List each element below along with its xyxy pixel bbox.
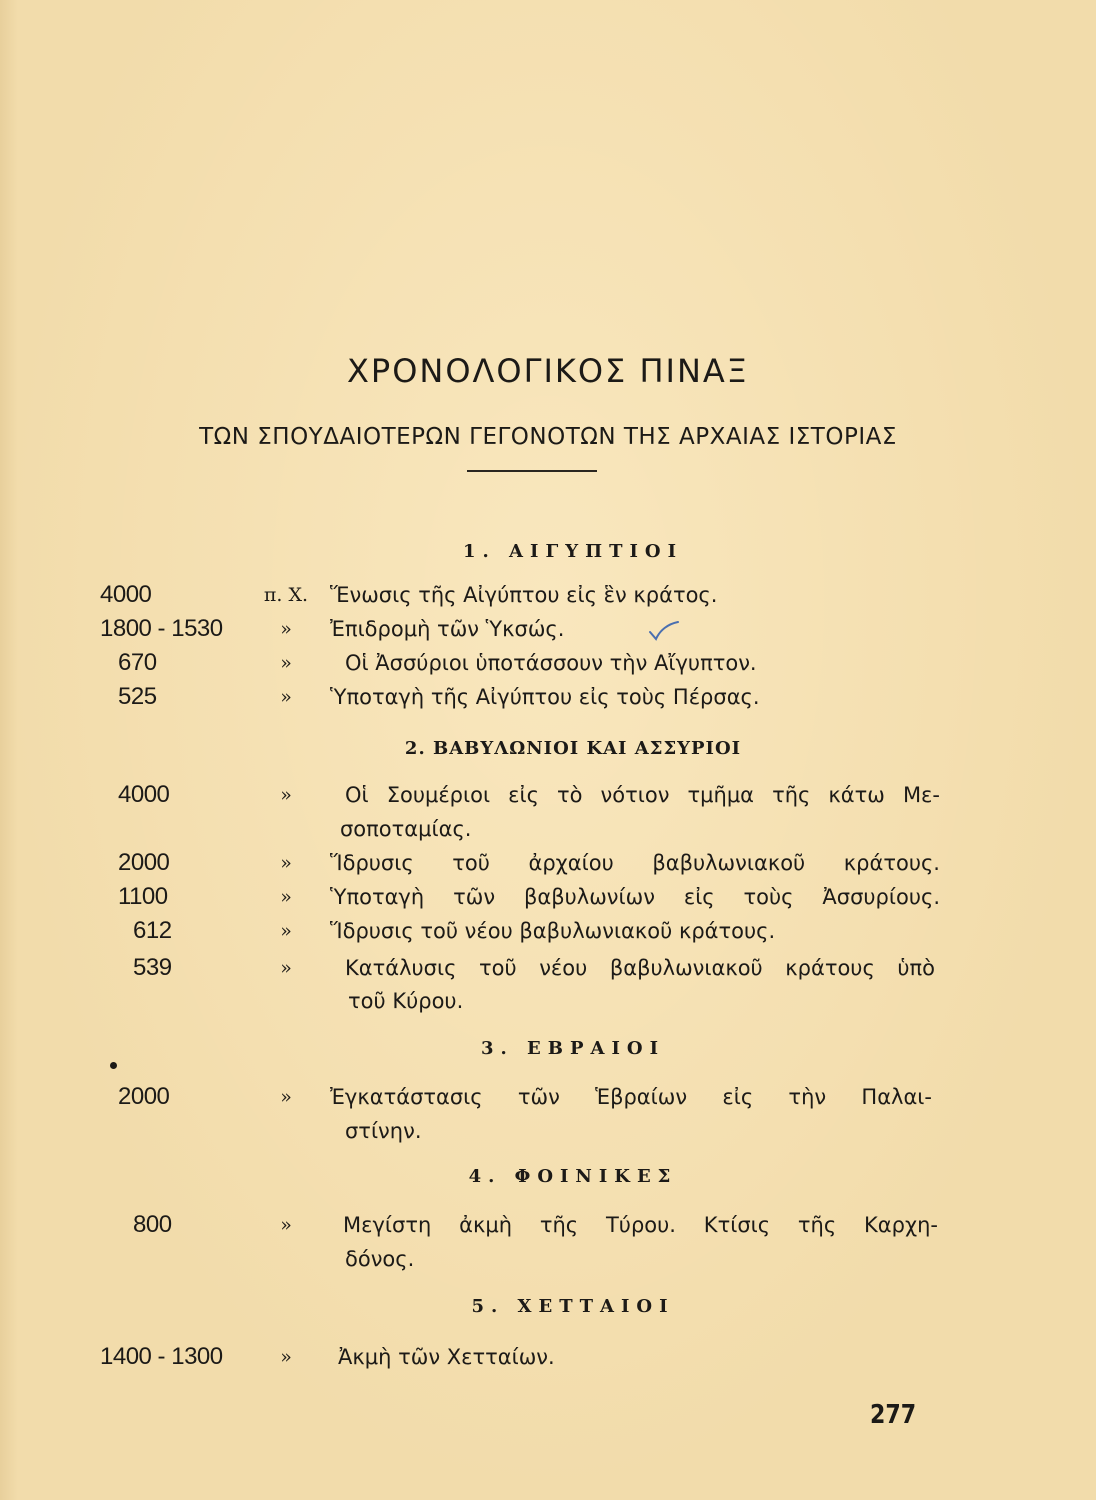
entry-era: » <box>280 957 292 979</box>
table-row <box>0 1242 1096 1276</box>
page-title: ΧΡΟΝΟΛΟΓΙΚΟΣ ΠΙΝΑΞ <box>347 352 749 390</box>
table-row <box>0 578 1096 612</box>
entry-text: Οἱ Ἀσσύριοι ὑποτάσσουν τὴν Αἴγυπτον. <box>345 651 757 675</box>
title-divider <box>467 470 597 472</box>
entry-text: Ὑποταγὴ τῆς Αἰγύπτου εἰς τοὺς Πέρσας. <box>330 685 760 709</box>
entry-year: 1400 - 1300 <box>100 1343 223 1370</box>
table-row <box>0 680 1096 714</box>
entry-year: 612 <box>133 917 172 944</box>
entry-year: 2000 <box>118 849 170 876</box>
entry-era: π. Χ. <box>263 584 309 606</box>
pencil-check-icon <box>648 618 680 642</box>
table-row <box>0 880 1096 914</box>
table-row <box>0 951 1096 985</box>
entry-era: » <box>280 920 292 942</box>
entry-text: Ἵδρυσις τοῦ ἀρχαίου βαβυλωνιακοῦ κράτους. <box>330 851 940 875</box>
entry-text: Κατάλυσις τοῦ νέου βαβυλωνιακοῦ κράτους ὑπὸ <box>345 956 935 980</box>
entry-text: Μεγίστη ἀκμὴ τῆς Τύρου. Κτίσις τῆς Καρχη- <box>343 1213 938 1237</box>
entry-era: » <box>280 1214 292 1236</box>
entry-year: 670 <box>118 649 157 676</box>
entry-era: » <box>280 886 292 908</box>
entry-text: Ἵδρυσις τοῦ νέου βαβυλωνιακοῦ κράτους. <box>330 919 776 943</box>
table-row <box>0 914 1096 948</box>
entry-text: Ἀκμὴ τῶν Χετταίων. <box>338 1345 555 1369</box>
table-row <box>0 1114 1096 1148</box>
entry-text: Οἱ Σουμέριοι εἰς τὸ νότιον τμῆμα τῆς κάτω Με- <box>345 783 940 807</box>
entry-text-continued: δόνος. <box>345 1247 415 1271</box>
entry-era: » <box>280 652 292 674</box>
entry-year: 4000 <box>118 781 170 808</box>
entry-text: Ἕνωσις τῆς Αἰγύπτου εἰς ἓν κράτος. <box>330 583 718 607</box>
entry-era: » <box>280 852 292 874</box>
section-heading-hittites: 5. ΧΕΤΤΑΙΟΙ <box>471 1296 675 1317</box>
margin-dot <box>110 1062 117 1069</box>
entry-text-continued: στίνην. <box>345 1119 422 1143</box>
entry-era: » <box>280 1086 292 1108</box>
entry-text-continued: τοῦ Κύρου. <box>348 989 464 1013</box>
section-heading-phoenicians: 4. ΦΟΙΝΙΚΕΣ <box>468 1166 678 1187</box>
table-row <box>0 1208 1096 1242</box>
table-row <box>0 778 1096 812</box>
entry-year: 2000 <box>118 1083 170 1110</box>
section-heading-hebrews: 3. ΕΒΡΑΙΟΙ <box>480 1038 665 1059</box>
entry-era: » <box>280 686 292 708</box>
entry-text: Ὑποταγὴ τῶν βαβυλωνίων εἰς τοὺς Ἀσσυρίους. <box>330 885 940 909</box>
entry-era: » <box>280 618 292 640</box>
table-row <box>0 984 1096 1018</box>
page-number: 277 <box>870 1400 917 1430</box>
table-row <box>0 812 1096 846</box>
entry-year: 525 <box>118 683 157 710</box>
entry-year: 1800 - 1530 <box>100 615 223 642</box>
entry-era: » <box>280 1346 292 1368</box>
section-heading-egyptians: 1. ΑΙΓΥΠΤΙΟΙ <box>463 541 683 562</box>
table-row <box>0 646 1096 680</box>
entry-year: 4000 <box>100 581 152 608</box>
table-row <box>0 846 1096 880</box>
section-heading-babylonians: 2. ΒΑΒΥΛΩΝΙΟΙ ΚΑΙ ΑΣΣΥΡΙΟΙ <box>404 738 742 759</box>
table-row <box>0 612 1096 646</box>
page-subtitle: ΤΩΝ ΣΠΟΥΔΑΙΟΤΕΡΩΝ ΓΕΓΟΝΟΤΩΝ ΤΗΣ ΑΡΧΑΙΑΣ ΙΣΤΟΡΙΑΣ <box>199 424 897 450</box>
table-row <box>0 1080 1096 1114</box>
table-row <box>0 1340 1096 1374</box>
entry-text: Ἐγκατάστασις τῶν Ἑβραίων εἰς τὴν Παλαι- <box>330 1085 932 1109</box>
entry-year: 1100 <box>118 883 168 910</box>
entry-year: 800 <box>133 1211 172 1238</box>
entry-text: Ἐπιδρομὴ τῶν Ὑκσώς. <box>330 617 565 641</box>
entry-text-continued: σοποταμίας. <box>340 817 472 841</box>
entry-year: 539 <box>133 954 172 981</box>
entry-era: » <box>280 784 292 806</box>
